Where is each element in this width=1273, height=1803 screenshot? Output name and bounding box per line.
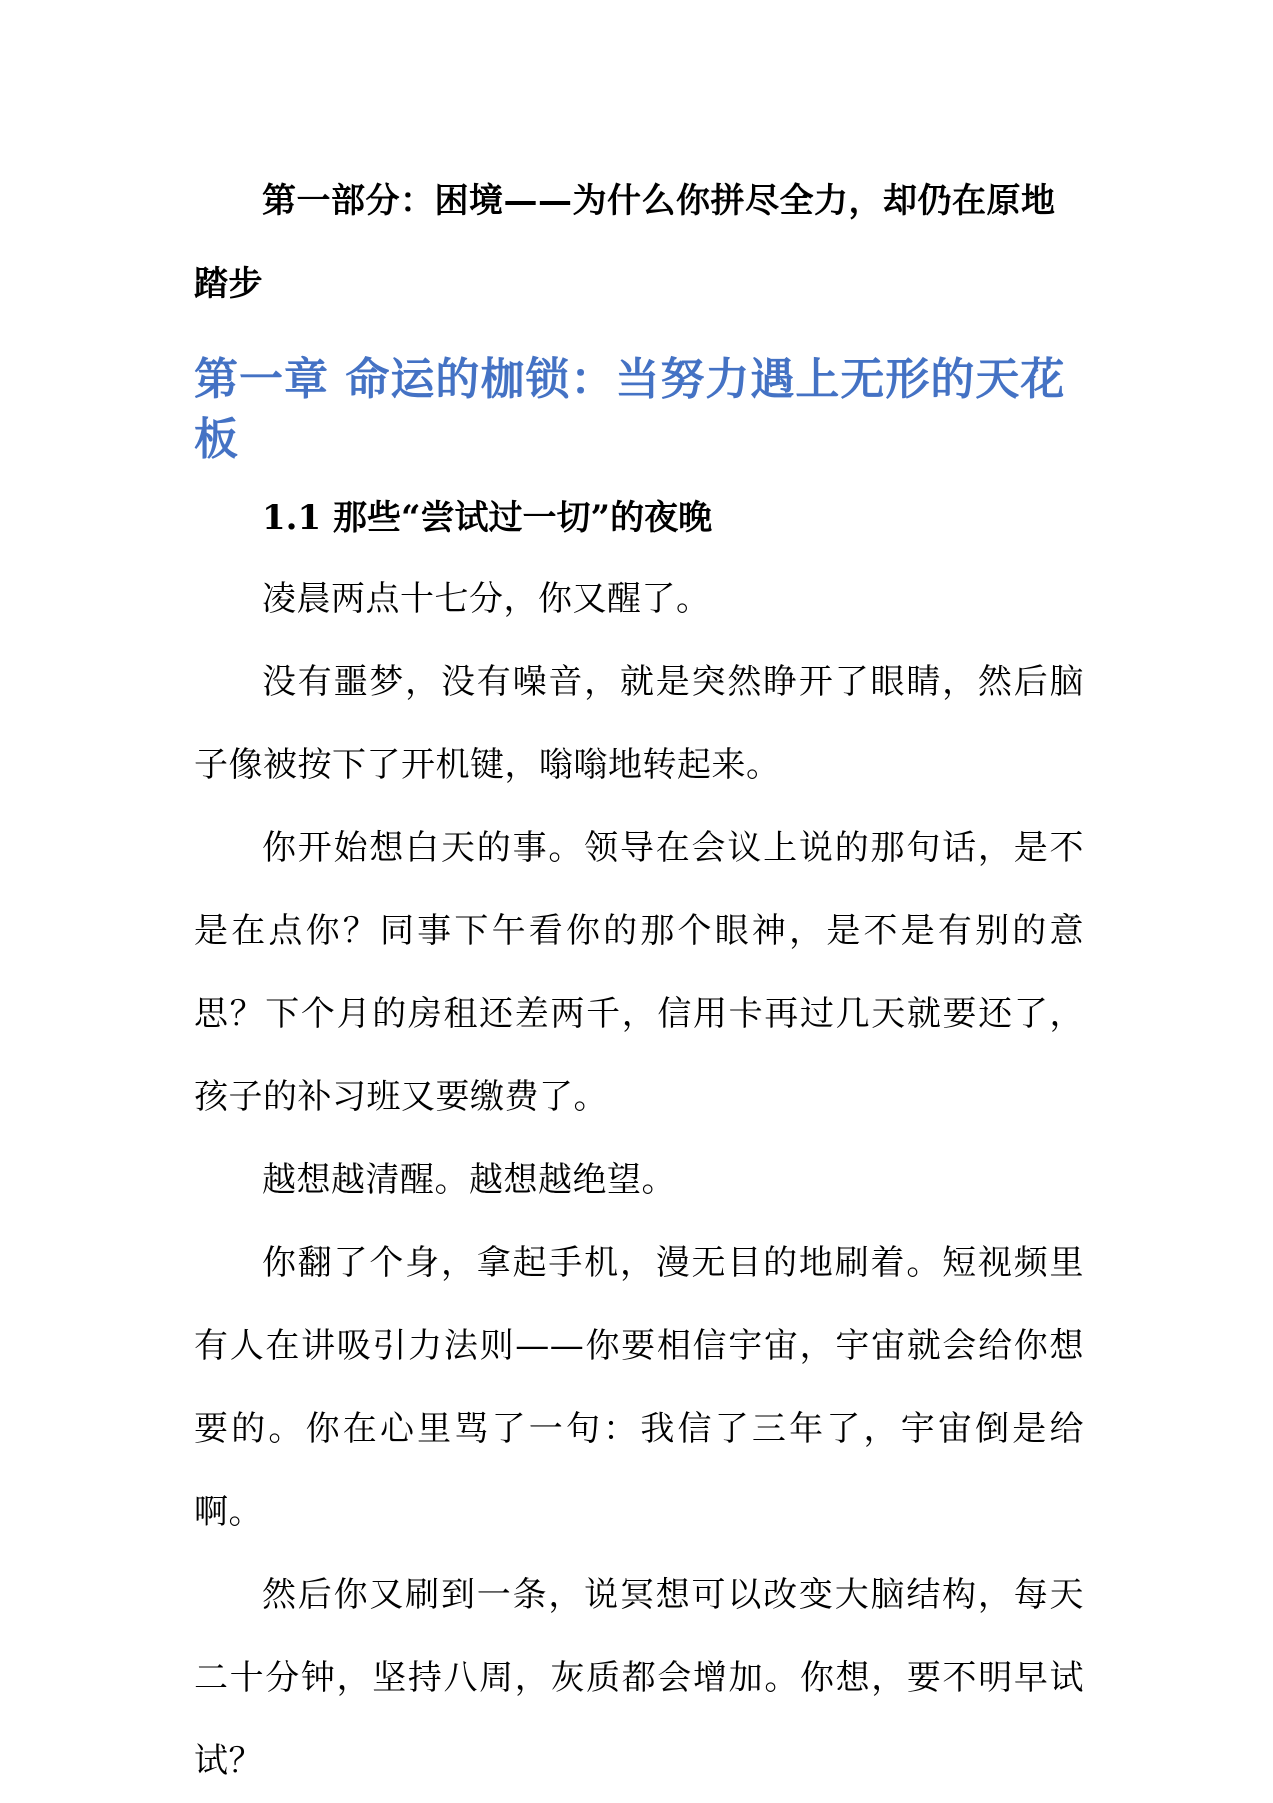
part-title: 第一部分：困境——为什么你拼尽全力，却仍在原地踏步 [194, 181, 1056, 304]
chapter-title: 第一章 命运的枷锁：当努力遇上无形的天花板 [194, 354, 1066, 465]
paragraph: 凌晨两点十七分，你又醒了。 [262, 579, 711, 619]
document-content [194, 160, 1084, 1803]
paragraph: 没有噩梦，没有噪音，就是突然睁开了眼睛，然后脑子像被按下了开机键，嗡嗡地转起来。 [194, 662, 1084, 785]
paragraph: 越想越清醒。越想越绝望。 [262, 1160, 676, 1200]
paragraph: 然后你又刷到一条，说冥想可以改变大脑结构，每天二十分钟，坚持八周，灰质都会增加。你想，要不明早试试？ [194, 1575, 1084, 1781]
section-title: 1.1 那些“尝试过一切”的夜晚 [262, 498, 713, 538]
paragraph: 你翻了个身，拿起手机，漫无目的地刷着。短视频里有人在讲吸引力法则——你要相信宇宙，宇宙就会给你想要的。你在心里骂了一句：我信了三年了，宇宙倒是给啊。 [194, 1243, 1084, 1532]
paragraph: 你开始想白天的事。领导在会议上说的那句话，是不是在点你？同事下午看你的那个眼神，是不是有别的意思？下个月的房租还差两千，信用卡再过几天就要还了，孩子的补习班又要缴费了。 [194, 828, 1084, 1117]
